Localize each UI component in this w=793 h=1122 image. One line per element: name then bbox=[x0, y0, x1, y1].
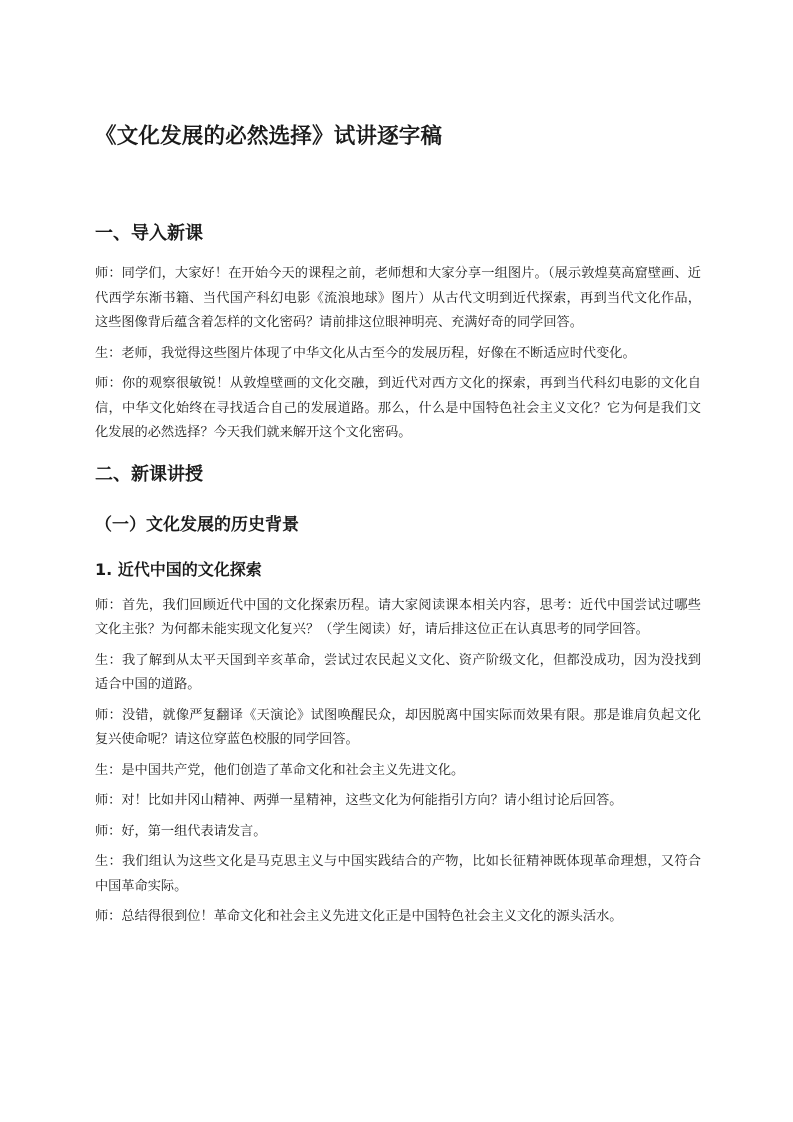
paragraph: 生：老师，我觉得这些图片体现了中华文化从古至今的发展历程，好像在不断适应时代变化。 bbox=[95, 345, 636, 361]
paragraph: 师：同学们，大家好！在开始今天的课程之前，老师想和大家分享一组图片。（展示敦煌莫高窟壁画、近代西学东渐书籍、当代国产科幻电影《流浪地球》图片）从古代文明到近代探索，再到当代文化作品，这些图像背后蕴含着怎样的文化密码？请前排这位眼神明亮、充满好奇的同学回答。 bbox=[95, 266, 701, 330]
paragraph: 师：对！比如井冈山精神、两弹一星精神，这些文化为何能指引方向？请小组讨论后回答。 bbox=[95, 793, 623, 808]
section-heading-intro: 一、导入新课 bbox=[95, 223, 203, 244]
paragraph: 师：你的观察很敏锐！从敦煌壁画的文化交融，到近代对西方文化的探索，再到当代科幻电影的文化自信，中华文化始终在寻找适合自己的发展道路。那么，什么是中国特色社会主义文化？它为何是我们文化发展的必然选择？今天我们就来解开这个文化密码。 bbox=[95, 376, 701, 440]
paragraph: 生：我了解到从太平天国到辛亥革命，尝试过农民起义文化、资产阶级文化，但都没成功，因为没找到适合中国的道路。 bbox=[95, 652, 701, 692]
subsection-heading: （一）文化发展的历史背景 bbox=[95, 514, 299, 535]
subsubsection-heading: 1. 近代中国的文化探索 bbox=[95, 559, 262, 579]
paragraph: 生：是中国共产党，他们创造了革命文化和社会主义先进文化。 bbox=[95, 762, 465, 778]
paragraph: 师：首先，我们回顾近代中国的文化探索历程。请大家阅读课本相关内容，思考：近代中国尝试过哪些文化主张？为何都未能实现文化复兴？（学生阅读）好，请后排这位正在认真思考的同学回答。 bbox=[95, 597, 701, 637]
paragraph: 师：好，第一组代表请发言。 bbox=[95, 823, 267, 839]
section-heading-lecture: 二、新课讲授 bbox=[95, 463, 203, 485]
paragraph: 师：总结得很到位！革命文化和社会主义先进文化正是中国特色社会主义文化的源头活水。 bbox=[95, 909, 623, 924]
paragraph: 师：没错，就像严复翻译《天演论》试图唤醒民众，却因脱离中国实际而效果有限。那是谁肩负起文化复兴使命呢？请这位穿蓝色校服的同学回答。 bbox=[95, 707, 701, 747]
document-title: 《文化发展的必然选择》试讲逐字稿 bbox=[95, 124, 443, 149]
paragraph: 生：我们组认为这些文化是马克思主义与中国实践结合的产物，比如长征精神既体现革命理想，又符合中国革命实际。 bbox=[95, 854, 701, 894]
